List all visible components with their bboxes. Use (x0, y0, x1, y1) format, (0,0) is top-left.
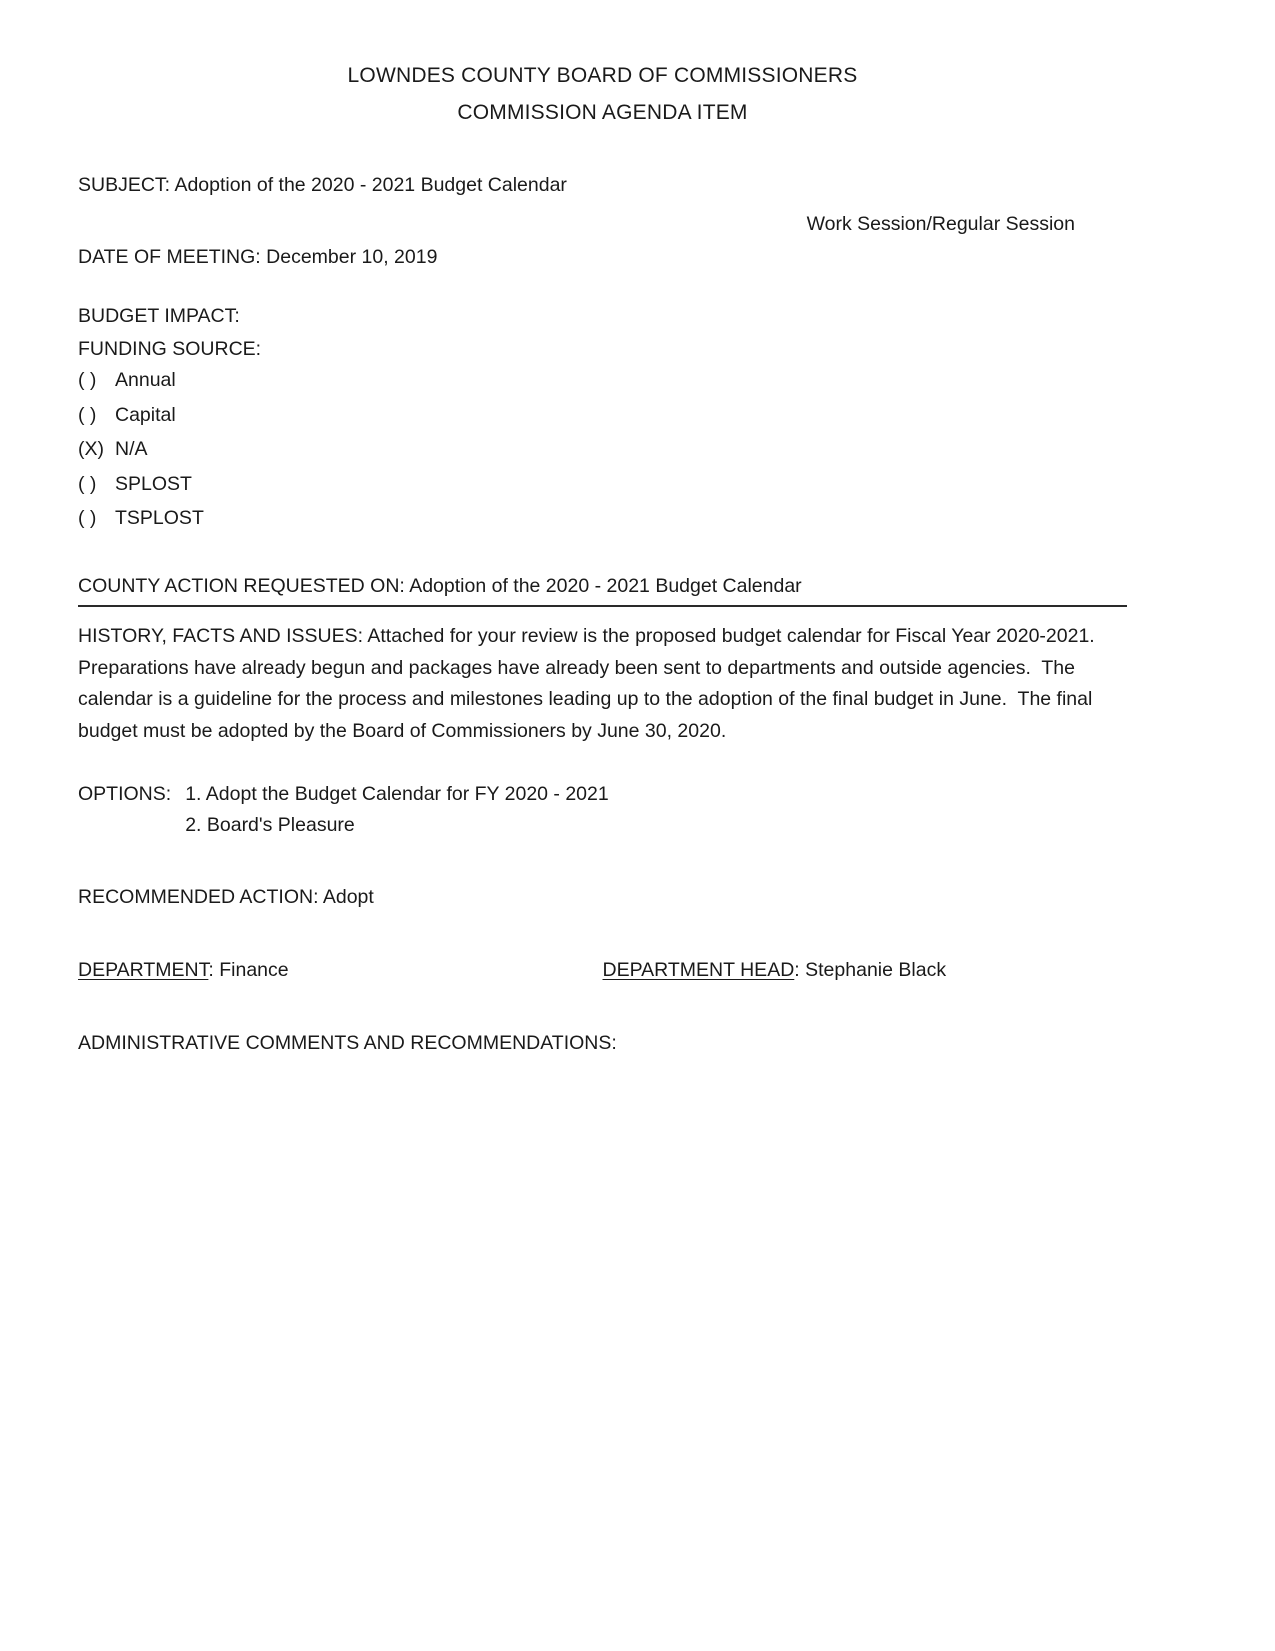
history-text: Attached for your review is the proposed budget calendar for Fiscal Year 2020-2021. Preparations have already begun and packages have already been sent to departments and outside agencies. The calendar is a guideline for the process and milestones leading up to the adoption of the final budget in June. The final budget must be adopted by the Board of Commissioners by June 30, 2020. (78, 624, 1106, 742)
date-of-meeting-value: December 10, 2019 (260, 245, 438, 268)
options-block (78, 779, 1127, 841)
history-label: HISTORY, FACTS AND ISSUES: (78, 624, 364, 647)
funding-option-capital (78, 403, 1127, 426)
option-item-2: 2. Board's Pleasure (185, 814, 355, 837)
funding-option-label: Annual (115, 369, 176, 392)
administrative-comments-line (78, 1028, 1127, 1059)
checkbox-marker: ( ) (78, 369, 97, 392)
document-title (78, 58, 1127, 132)
department-row (78, 955, 1127, 986)
date-of-meeting-line (78, 242, 1127, 273)
budget-impact-label: BUDGET IMPACT: (78, 305, 240, 328)
budget-impact-line (78, 301, 1127, 332)
department-value: Finance (213, 958, 289, 981)
session-type (78, 209, 1127, 240)
subject-line (78, 170, 1127, 201)
funding-option-label: SPLOST (115, 472, 192, 495)
document-title-line1: LOWNDES COUNTY BOARD OF COMMISSIONERS (347, 64, 858, 87)
department-head-cell (603, 955, 1128, 986)
checkbox-marker: ( ) (78, 507, 97, 530)
funding-source-options (78, 371, 1127, 529)
county-action-label: COUNTY ACTION REQUESTED ON: (78, 574, 405, 597)
funding-option-label: N/A (115, 438, 148, 461)
options-items (185, 779, 609, 841)
funding-option-annual (78, 371, 1127, 391)
subject-label: SUBJECT: (78, 173, 171, 196)
session-type-text: Work Session/Regular Session (806, 212, 1075, 235)
department-colon: : (208, 958, 214, 981)
recommended-action-value: Adopt (318, 885, 374, 908)
recommended-action-label: RECOMMENDED ACTION: (78, 885, 319, 908)
funding-option-tsplost (78, 509, 1127, 529)
funding-source-line (78, 334, 1127, 365)
funding-option-label: Capital (115, 403, 176, 426)
funding-source-label: FUNDING SOURCE: (78, 338, 262, 361)
funding-option-na (78, 440, 1127, 460)
options-label: OPTIONS: (78, 783, 172, 806)
funding-option-splost (78, 472, 1127, 495)
administrative-comments-label: ADMINISTRATIVE COMMENTS AND RECOMMENDATIONS: (78, 1032, 617, 1054)
funding-option-label: TSPLOST (115, 507, 204, 530)
date-of-meeting-label: DATE OF MEETING: (78, 245, 261, 268)
option-item-1: 1. Adopt the Budget Calendar for FY 2020 - 2021 (185, 783, 609, 806)
department-label: DEPARTMENT (78, 958, 209, 981)
checkbox-marker: ( ) (78, 472, 97, 495)
county-action-value: Adoption of the 2020 - 2021 Budget Calendar (404, 574, 802, 597)
checkbox-marker: ( ) (78, 403, 97, 426)
department-cell (78, 955, 603, 986)
checkbox-marker-checked: (X) (78, 438, 104, 461)
department-head-colon: : (794, 958, 800, 981)
subject-value: Adoption of the 2020 - 2021 Budget Calendar (170, 173, 567, 196)
recommended-action-line (78, 882, 1127, 913)
document-title-line2: COMMISSION AGENDA ITEM (457, 100, 748, 124)
county-action-line (78, 575, 1127, 607)
department-head-value: Stephanie Black (799, 958, 947, 981)
department-head-label: DEPARTMENT HEAD (602, 958, 795, 981)
history-facts-issues (78, 621, 1127, 747)
